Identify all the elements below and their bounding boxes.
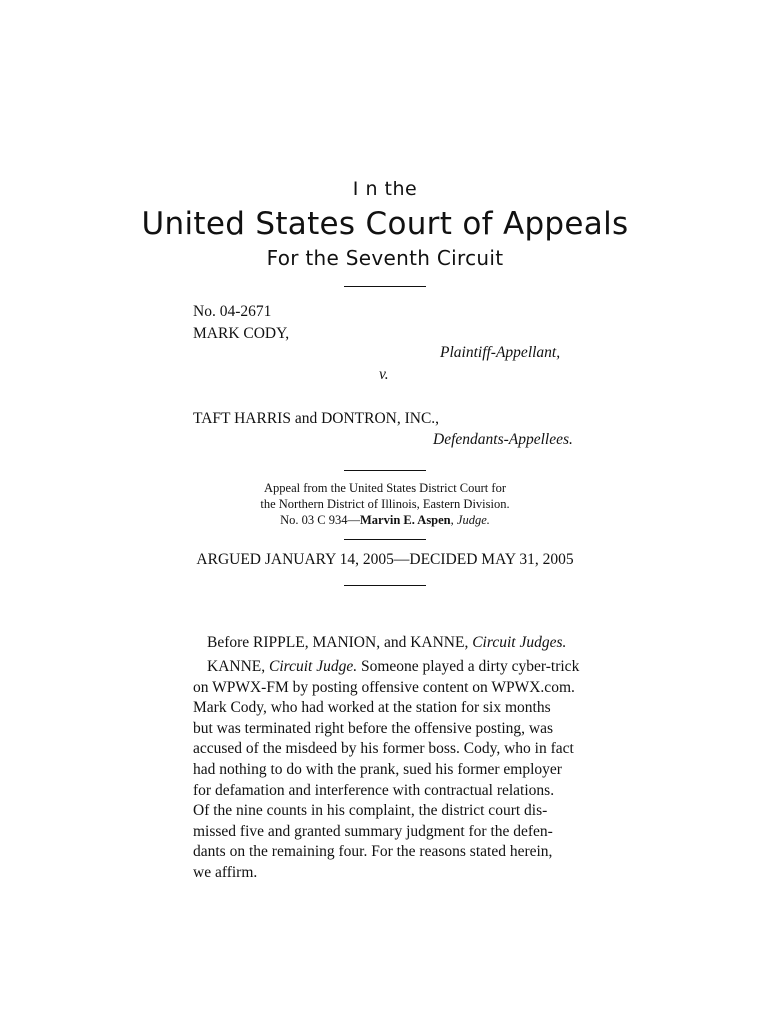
- opinion-line: accused of the misdeed by his former boss. Cody, who in fact: [193, 740, 574, 758]
- opinion-line: Of the nine counts in his complaint, the district court dis-: [193, 802, 548, 820]
- opinion-first-line: [193, 657, 589, 678]
- court-name: United States Court of Appeals: [141, 206, 629, 242]
- panel-line: [207, 634, 566, 652]
- panel-judges: RIPPLE, MANION,: [253, 634, 381, 651]
- appellee-dontron: DONTRON, INC.,: [321, 410, 440, 427]
- opinion-line: had nothing to do with the prank, sued his former employer: [193, 760, 562, 778]
- opinion-author-title: Circuit Judge.: [265, 658, 358, 675]
- divider-rule: [344, 286, 426, 287]
- panel-prefix: Before: [207, 634, 254, 651]
- district-judge-name: Marvin E. Aspen: [360, 513, 451, 527]
- appeal-line-3: [0, 513, 770, 528]
- appellee-harris: TAFT HARRIS: [193, 410, 291, 427]
- appellees-role: Defendants-Appellees.: [433, 431, 573, 448]
- opinion-line: dants on the remaining four. For the reasons stated herein,: [193, 843, 553, 861]
- in-the-label: I n the: [352, 178, 418, 200]
- argued-decided-dates: ARGUED JANUARY 14, 2005—DECIDED MAY 31, 2005: [196, 551, 574, 568]
- divider-rule: [344, 539, 426, 540]
- opinion-line: missed five and granted summary judgment for the defen-: [193, 822, 553, 840]
- appeal-separator: ,: [450, 513, 457, 527]
- opinion-author: KANNE,: [207, 658, 266, 675]
- opinion-line: but was terminated right before the offensive posting, was: [193, 719, 553, 737]
- circuit-name: For the Seventh Circuit: [266, 246, 504, 270]
- opinion-first-line-text: Someone played a dirty cyber-trick: [357, 658, 580, 675]
- panel-and: and: [380, 634, 411, 651]
- appellees-name: [193, 410, 439, 428]
- appeal-line-1: Appeal from the United States District Court for: [264, 481, 506, 495]
- opinion-body: [193, 657, 589, 884]
- opinion-line: on WPWX-FM by posting offensive content on WPWX.com.: [193, 678, 575, 696]
- opinion-line: Mark Cody, who had worked at the station for six months: [193, 699, 551, 717]
- opinion-line: we affirm.: [193, 863, 258, 881]
- district-judge-title: Judge.: [456, 513, 490, 527]
- opinion-line: for defamation and interference with contractual relations.: [193, 781, 555, 799]
- appellees-and: and: [290, 410, 322, 427]
- appellant-role: Plaintiff-Appellant,: [440, 344, 561, 361]
- appellant-name: MARK CODY,: [193, 325, 290, 342]
- case-number: No. 04-2671: [193, 303, 272, 320]
- versus-label: v.: [379, 366, 389, 383]
- divider-rule: [344, 585, 426, 586]
- panel-title: Circuit Judges.: [468, 634, 567, 651]
- appeal-line-2: the Northern District of Illinois, Eastern Division.: [260, 497, 510, 511]
- district-case-number: No. 03 C 934—: [280, 513, 360, 527]
- divider-rule: [344, 470, 426, 471]
- panel-last-judge: KANNE,: [410, 634, 469, 651]
